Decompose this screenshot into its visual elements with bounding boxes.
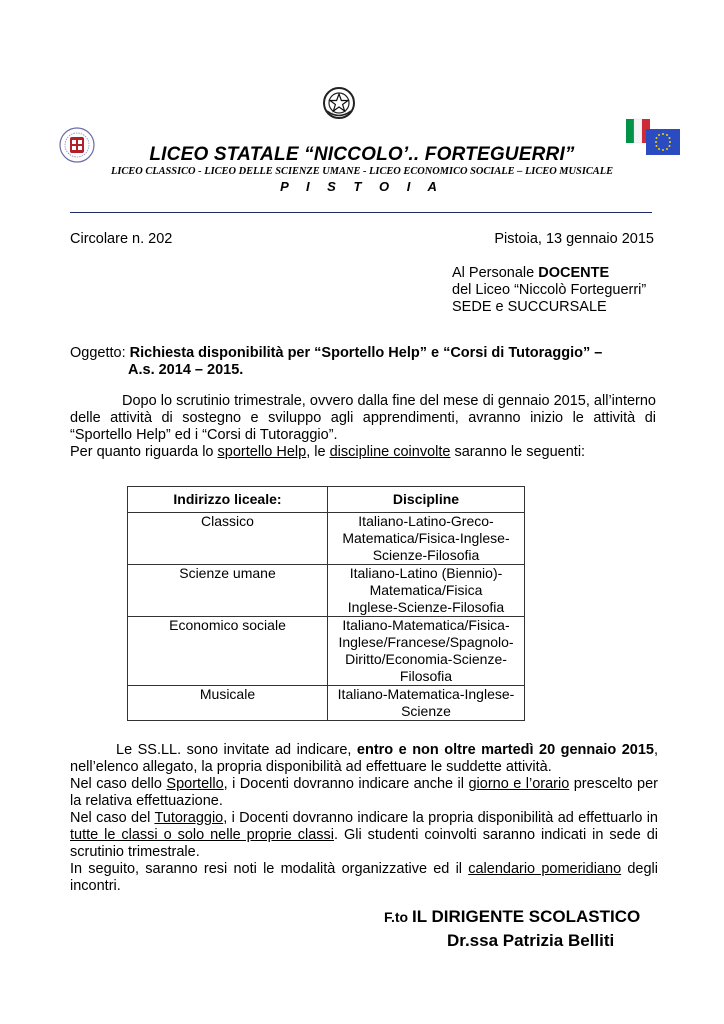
sportello-text-1: Nel caso dello: [70, 776, 167, 792]
intro-text: Dopo lo scrutinio trimestrale, ovvero dalla fine del mese di gennaio 2015, all’interno delle attività di sostegno e sviluppo agli apprendimenti, avranno inizio le attività di “Sportello Help” ed i “Corsi di Tutoraggio”.: [70, 393, 656, 443]
school-types: LICEO CLASSICO - LICEO DELLE SCIENZE UMANE - LICEO ECONOMICO SOCIALE – LICEO MUSICALE: [110, 166, 614, 177]
deadline-date: entro e non oltre martedì 20 gennaio 2015: [356, 742, 654, 758]
signature-title: [384, 907, 640, 927]
discipline-line: Scienze: [401, 703, 451, 719]
deadline-text-1: Le SS.LL. sono invitate ad indicare,: [116, 742, 357, 758]
header-indirizzo: Indirizzo liceale:: [128, 487, 328, 513]
school-city: P I S T O I A: [280, 179, 444, 194]
signature-name: Dr.ssa Patrizia Belliti: [447, 931, 615, 950]
discipline-line: Italiano-Matematica/Fisica-: [342, 617, 510, 633]
sportello-underline-1: Sportello: [166, 776, 224, 792]
discipline-line: Scienze-Filosofia: [372, 547, 480, 563]
indirizzo-cell: Economico sociale: [128, 617, 328, 686]
help-text-2: , le: [306, 444, 330, 460]
header-discipline: Discipline: [328, 487, 525, 513]
calendar-underline: calendario pomeridiano: [468, 861, 622, 877]
school-name: LICEO STATALE “NICCOLO’.. FORTEGUERRI”: [149, 144, 575, 165]
indirizzo-cell: Scienze umane: [128, 565, 328, 617]
discipline-line: Italiano-Latino-Greco-: [358, 513, 494, 529]
recipient-line-3: SEDE e SUCCURSALE: [452, 299, 607, 315]
subject-label: Oggetto:: [70, 345, 130, 361]
deadline-paragraph: [70, 742, 658, 776]
calendar-paragraph: [70, 861, 658, 895]
header-divider: [70, 212, 652, 213]
tutoraggio-underline-2: tutte le classi o solo nelle proprie classi: [70, 827, 335, 843]
tutoraggio-text-2: , i Docenti dovranno indicare la propria disponibilità ad effettuarlo in: [223, 810, 658, 826]
table-row: [128, 617, 525, 686]
sportello-paragraph: [70, 776, 658, 810]
help-desk-paragraph: [70, 444, 656, 461]
help-text-3: saranno le seguenti:: [450, 444, 586, 460]
recipient-line-2: del Liceo “Niccolò Forteguerri”: [452, 282, 647, 298]
recipients-block: [452, 265, 646, 316]
discipline-line: Italiano-Matematica-Inglese-: [337, 686, 515, 702]
tutoraggio-underline-1: Tutoraggio: [154, 810, 224, 826]
signature-fto: F.to: [384, 909, 412, 925]
republic-emblem-icon: [322, 86, 356, 120]
recipient-prefix: Al Personale: [452, 265, 539, 281]
table-row: [128, 565, 525, 617]
intro-paragraph: [70, 393, 656, 444]
help-text-1: Per quanto riguarda lo: [70, 444, 218, 460]
sportello-text-2: , i Docenti dovranno indicare anche il: [223, 776, 469, 792]
signature-role: IL DIRIGENTE SCOLASTICO: [412, 907, 641, 926]
discipline-line: Diritto/Economia-Scienze-: [345, 651, 507, 667]
sportello-underline-2: giorno e l’orario: [468, 776, 570, 792]
discipline-line: Italiano-Latino (Biennio)-: [349, 565, 503, 581]
discipline-cell: [328, 617, 525, 686]
circular-number: Circolare n. 202: [70, 231, 173, 247]
subject-line-1: Richiesta disponibilità per “Sportello Help” e “Corsi di Tutoraggio” –: [129, 345, 603, 361]
indirizzo-cell: Classico: [128, 513, 328, 565]
discipline-line: Matematica/Fisica-Inglese-: [342, 530, 510, 546]
discipline-cell: [328, 513, 525, 565]
tutoraggio-text-1: Nel caso del: [70, 810, 155, 826]
table-row: [128, 686, 525, 721]
discipline-line: Inglese/Francese/Spagnolo-: [338, 634, 514, 650]
indirizzo-cell: Musicale: [128, 686, 328, 721]
discipline-line: Inglese-Scienze-Filosofia: [347, 599, 505, 615]
discipline-cell: [328, 686, 525, 721]
help-underline-1: sportello Help: [217, 444, 307, 460]
deadline-text-2: , nell’elenco allegato, la propria disponibilità ad effettuare le suddette attività.: [70, 742, 658, 775]
calendar-text-1: In seguito, saranno resi noti le modalità organizzative ed il: [70, 861, 469, 877]
discipline-line: Matematica/Fisica: [369, 582, 483, 598]
subject-line-2: A.s. 2014 – 2015.: [128, 362, 244, 378]
disciplines-table: [127, 486, 525, 721]
circular-date: Pistoia, 13 gennaio 2015: [494, 231, 654, 247]
discipline-line: Filosofia: [399, 668, 453, 684]
discipline-cell: [328, 565, 525, 617]
recipient-line-1: [452, 265, 646, 282]
tutoraggio-paragraph: [70, 810, 658, 861]
tutoraggio-text-3: . Gli studenti coinvolti saranno indicati in sede di scrutinio trimestrale.: [70, 827, 658, 860]
recipient-role: DOCENTE: [538, 265, 610, 281]
help-underline-2: discipline coinvolte: [329, 444, 451, 460]
table-row: [128, 513, 525, 565]
subject-block: [70, 345, 602, 379]
calendar-text-2: degli incontri.: [70, 861, 658, 894]
table-header-row: [128, 487, 525, 513]
instructions-block: [70, 742, 658, 895]
sportello-text-3: prescelto per la relativa effettuazione.: [70, 776, 658, 809]
